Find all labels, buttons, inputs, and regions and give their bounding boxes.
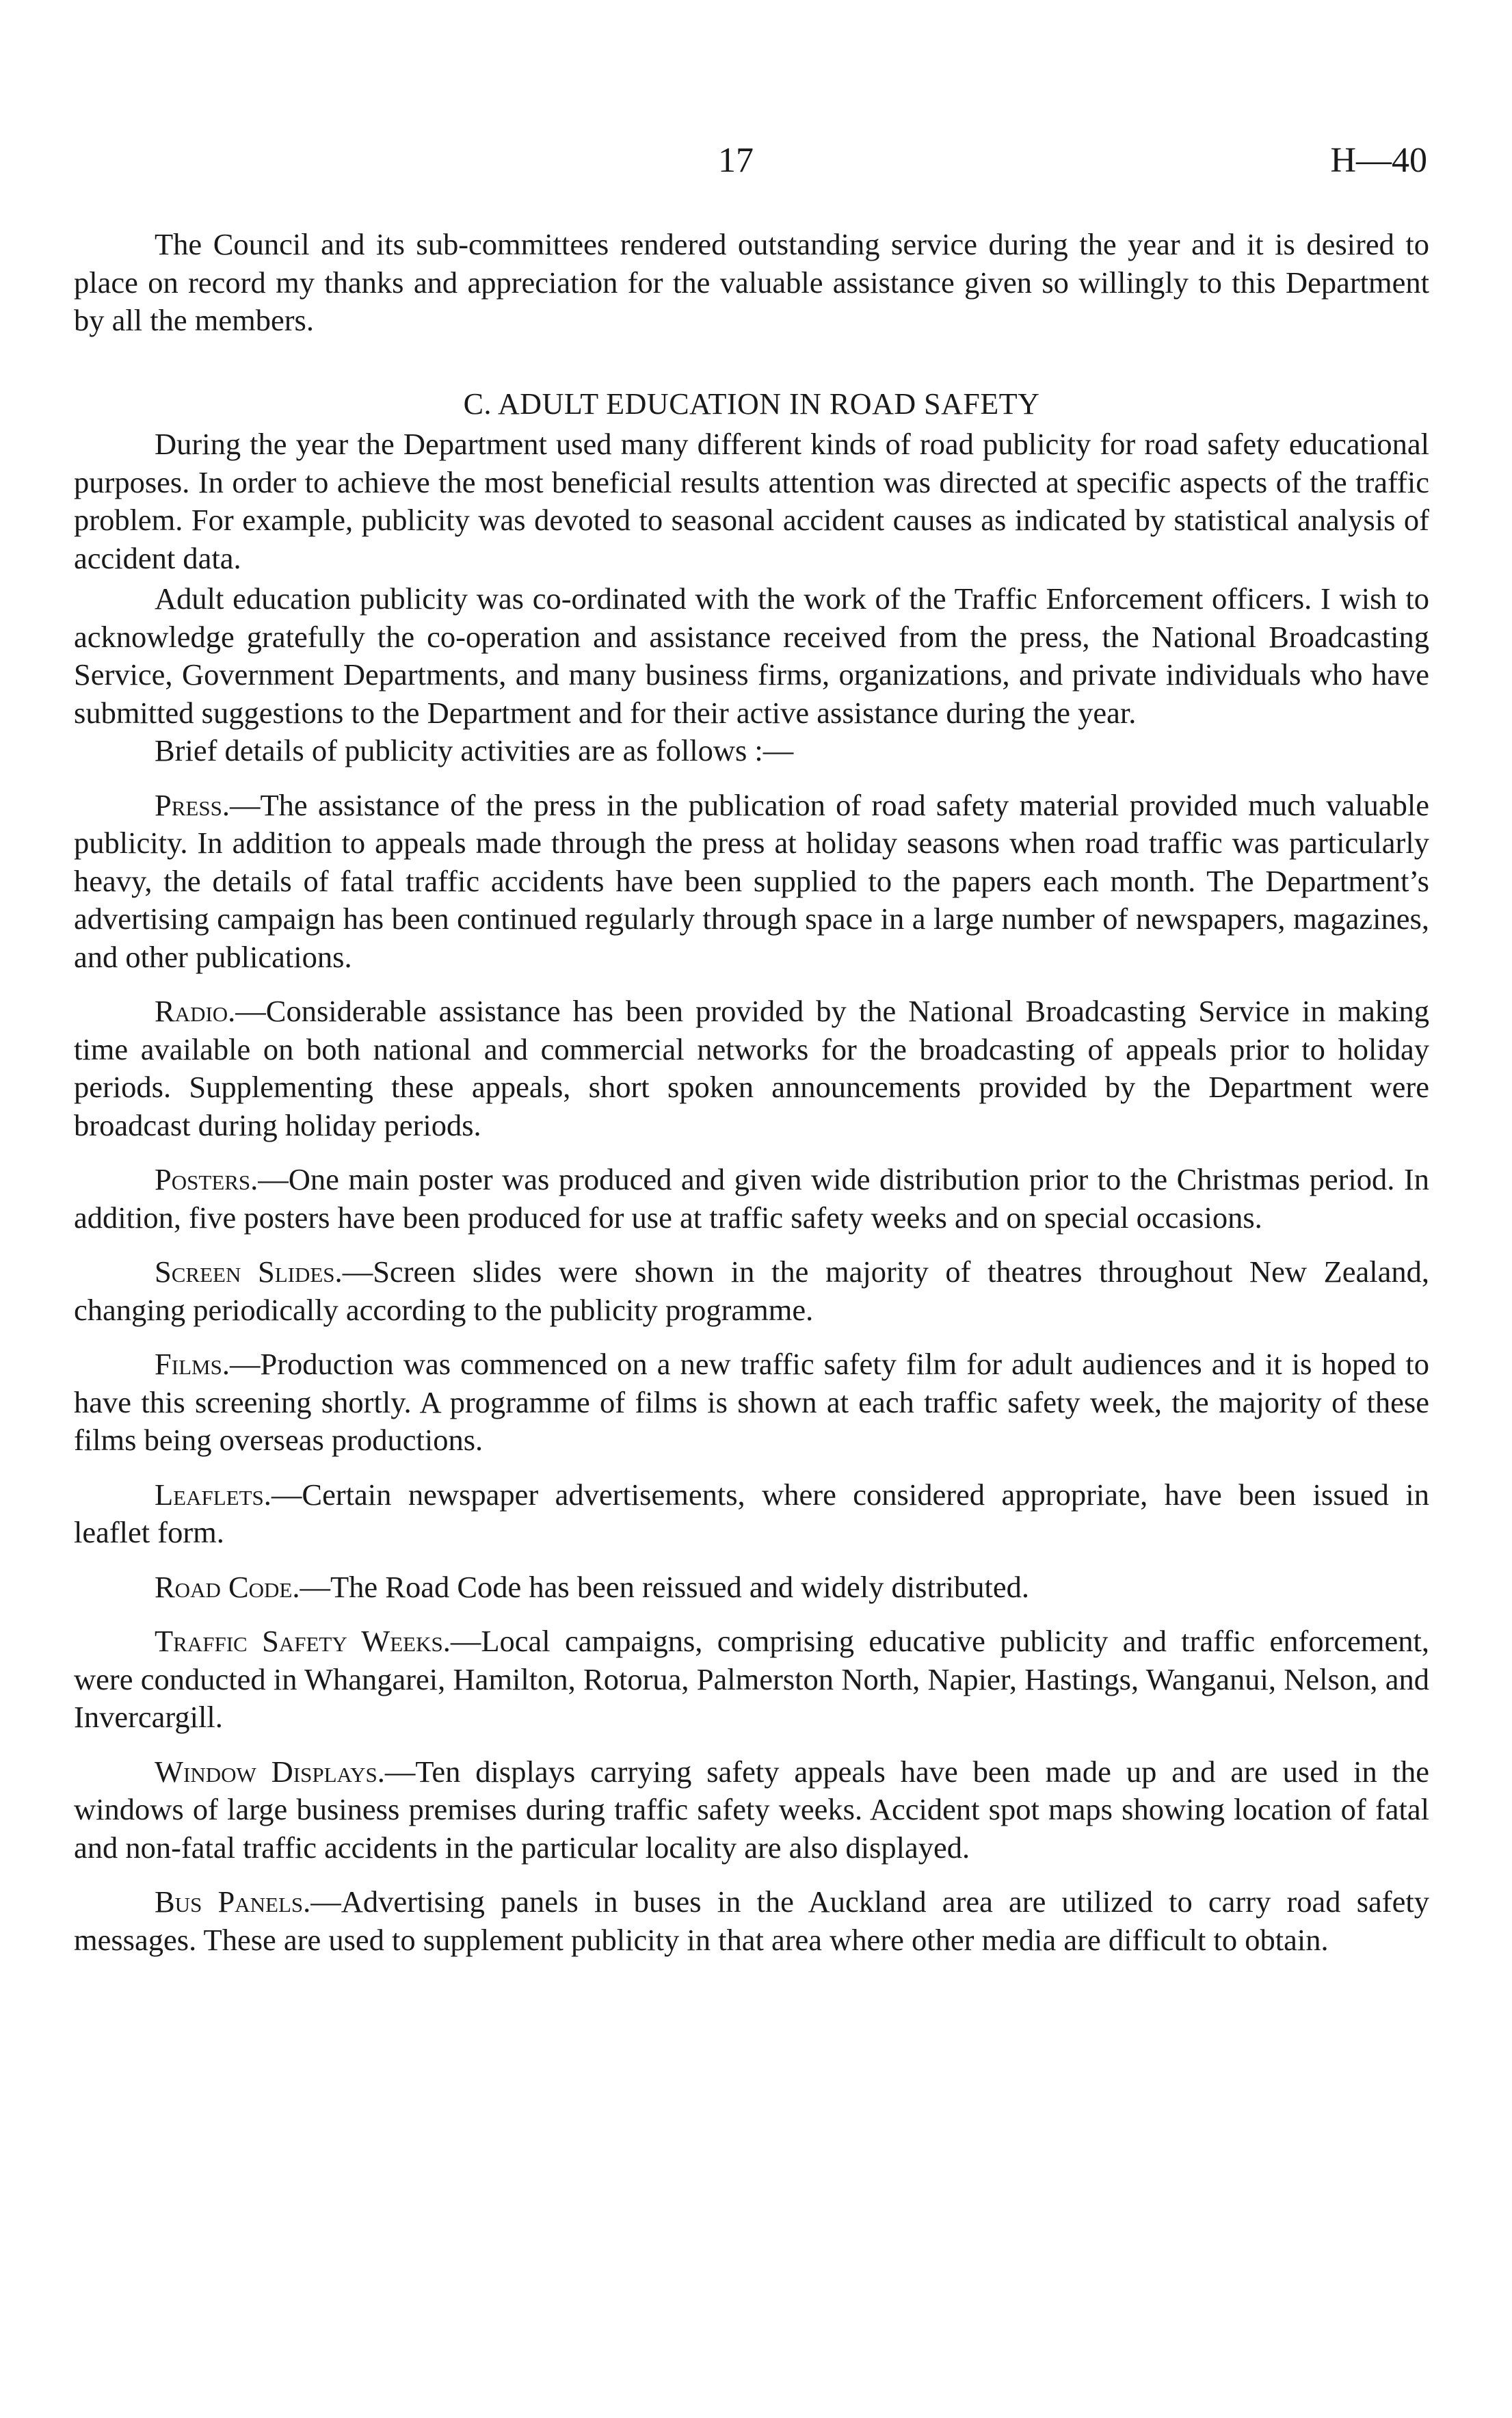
item-lead: Posters. — [155, 1162, 258, 1196]
page-number: 17 — [718, 141, 754, 180]
item-lead: Radio. — [155, 994, 236, 1028]
item-text: —The assistance of the press in the publication of road safety material provided much valuable publicity. In addition to appeals made through the press at holiday seasons when road traffic was particularly heavy, the details of fatal traffic accidents have been supplied to the papers each month. The Department’s advertising campaign has been continued regularly through space in a large number of newspapers, magazines, and other publications. — [74, 787, 1429, 974]
section-heading: C. ADULT EDUCATION IN ROAD SAFETY — [463, 386, 1040, 421]
item-lead: Films. — [155, 1347, 230, 1381]
section-paragraph-2: Adult education publicity was co-ordinated with the work of the Traffic Enforcement officers. I wish to acknowledge gratefully the co-operation and assistance received from the press, the National Broadcasting Service, Government Departments, and many business firms, organizations, and private individuals who have submitted suggestions to the Department and for their active assistance during the year. — [74, 581, 1429, 730]
item-films — [74, 1345, 1429, 1460]
item-road-code — [74, 1568, 1429, 1607]
item-radio — [74, 993, 1429, 1144]
item-lead: Bus Panels. — [155, 1884, 311, 1919]
item-text: —Screen slides were shown in the majority of theatres throughout New Zealand, changing periodically according to the publicity programme. — [74, 1254, 1430, 1327]
item-bus-panels — [74, 1883, 1429, 1959]
item-press — [74, 787, 1429, 977]
item-lead: Leaflets. — [155, 1477, 271, 1512]
page-body — [74, 226, 1429, 1959]
item-lead: Screen Slides. — [155, 1254, 343, 1289]
item-lead: Traffic Safety Weeks. — [155, 1624, 451, 1658]
section-paragraph-3: Brief details of publicity activities are as follows :— — [155, 733, 794, 767]
document-reference: H—40 — [1330, 141, 1427, 180]
item-text: —One main poster was produced and given wide distribution prior to the Christmas period. In addition, five posters have been produced for use at traffic safety weeks and on special occasions. — [74, 1162, 1429, 1235]
item-text: —Production was commenced on a new traffic safety film for adult audiences and it is hoped to have this screening shortly. A programme of films is shown at each traffic safety week, the majority of these films being overseas productions. — [74, 1347, 1429, 1457]
item-text: —The Road Code has been reissued and widely distributed. — [300, 1569, 1030, 1604]
item-lead: Press. — [155, 787, 230, 822]
item-screen-slides — [74, 1253, 1429, 1329]
item-traffic-safety-weeks — [74, 1622, 1429, 1737]
intro-paragraph: The Council and its sub-committees rendered outstanding service during the year and it is desired to place on record my thanks and appreciation for the valuable assistance given so willingly to this Department by all the members. — [74, 227, 1429, 337]
item-text: —Advertising panels in buses in the Auckland area are utilized to carry road safety messages. These are used to supplement publicity in that area where other media are difficult to obtain. — [74, 1884, 1429, 1957]
item-window-displays — [74, 1753, 1429, 1867]
item-text: —Considerable assistance has been provided by the National Broadcasting Service in making time available on both national and commercial networks for the broadcasting of appeals prior to holiday periods. Supplementing these appeals, short spoken announcements provided by the Department were broadcast during holiday periods. — [74, 994, 1429, 1142]
item-text: —Certain newspaper advertisements, where considered appropriate, have been issued in leaflet form. — [74, 1477, 1429, 1549]
item-lead: Window Displays. — [155, 1754, 385, 1789]
item-text: —Ten displays carrying safety appeals have been made up and are used in the windows of large business premises during traffic safety weeks. Accident spot maps showing location of fatal and non-fatal traffic accidents in the particular locality are also displayed. — [74, 1754, 1429, 1865]
section-paragraph-1: During the year the Department used many different kinds of road publicity for road safety educational purposes. In order to achieve the most beneficial results attention was directed at specific aspects of the traffic problem. For example, publicity was devoted to seasonal accident causes as indicated by statistical analysis of accident data. — [74, 427, 1429, 575]
item-leaflets — [74, 1476, 1429, 1552]
item-text: —Local campaigns, comprising educative publicity and traffic enforcement, were conducted in Whangarei, Hamilton, Rotorua, Palmerston North, Napier, Hastings, Wanganui, Nelson, and Invercargill. — [74, 1624, 1430, 1734]
item-lead: Road Code. — [155, 1569, 300, 1604]
item-posters — [74, 1161, 1429, 1237]
page-header — [0, 140, 1512, 195]
